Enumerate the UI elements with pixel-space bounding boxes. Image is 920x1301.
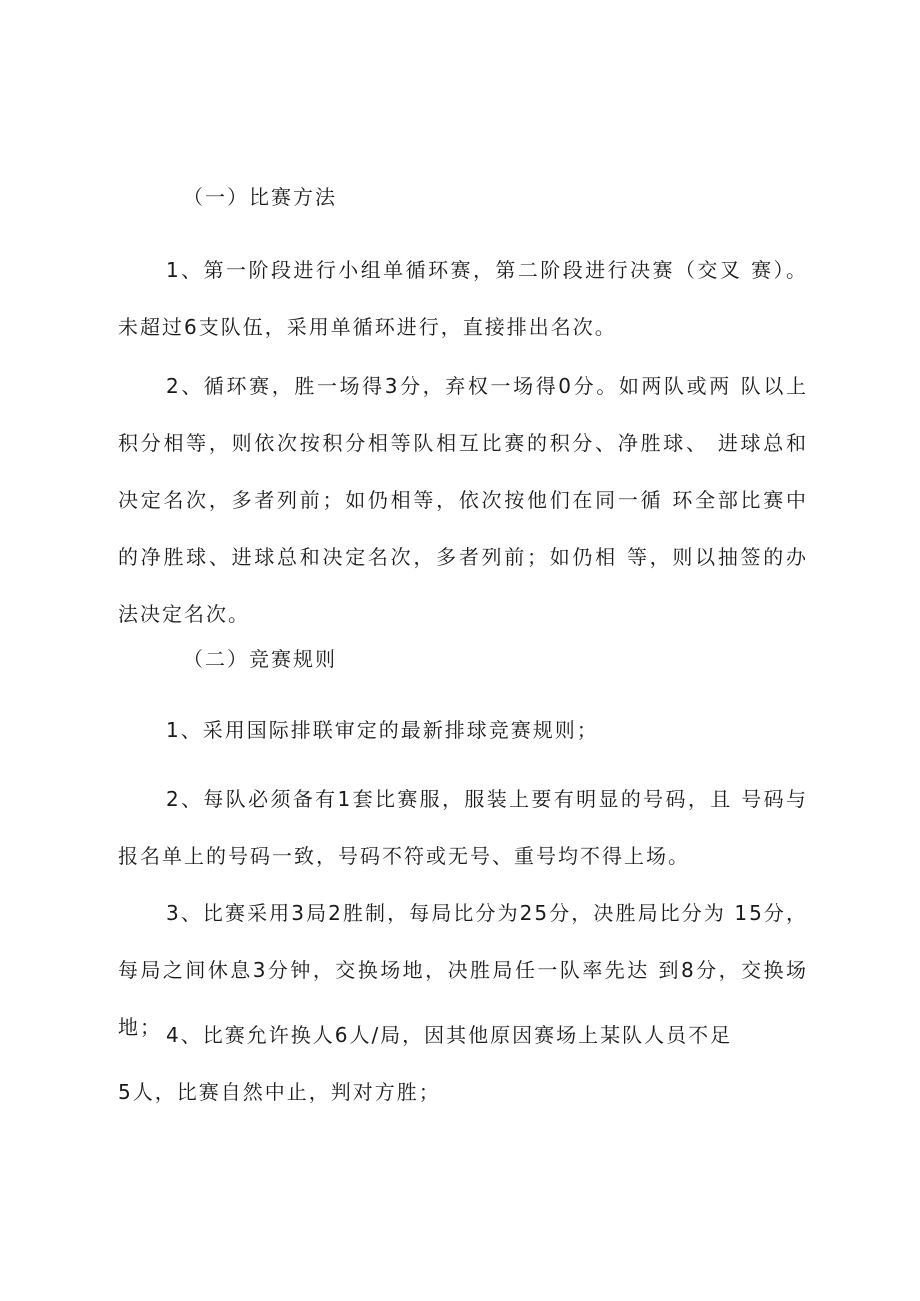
paragraph-rule-1: 1、采用国际排联审定的最新排球竞赛规则； — [166, 718, 599, 742]
section-heading-competition-rules: （二）竞赛规则 — [183, 647, 337, 671]
paragraph-rule-4-line-1: 4、比赛允许换人6人/局，因其他原因赛场上某队人员不足 — [166, 1023, 733, 1047]
paragraph-method-2: 2、循环赛，胜一场得3分，弃权一场得0分。如两队或两 队以上积分相等，则依次按积分相等队相互比赛的积分、净胜球、 进球总和决定名次，多者列前；如仍相等，依次按他们在同一循 环全部比赛中的净胜球、进球总和决定名次，多者列前；如仍相 等，则以抽签的办法决定名次。 — [118, 374, 808, 626]
section-heading-competition-method: （一）比赛方法 — [183, 185, 337, 209]
paragraph-rule-2: 2、每队必须备有1套比赛服，服装上要有明显的号码，且 号码与报名单上的号码一致，号码不符或无号、重号均不得上场。 — [118, 787, 808, 868]
paragraph-method-1: 1、第一阶段进行小组单循环赛，第二阶段进行决赛（交叉 赛）。未超过6支队伍，采用单循环进行，直接排出名次。 — [118, 258, 808, 339]
paragraph-rule-3: 3、比赛采用3局2胜制，每局比分为25分，决胜局比分为 15分，每局之间休息3分钟，交换场地，决胜局任一队率先达 到8分，交换场地； — [118, 901, 808, 1039]
paragraph-rule-4-line-2: 5人，比赛自然中止，判对方胜； — [118, 1080, 441, 1104]
